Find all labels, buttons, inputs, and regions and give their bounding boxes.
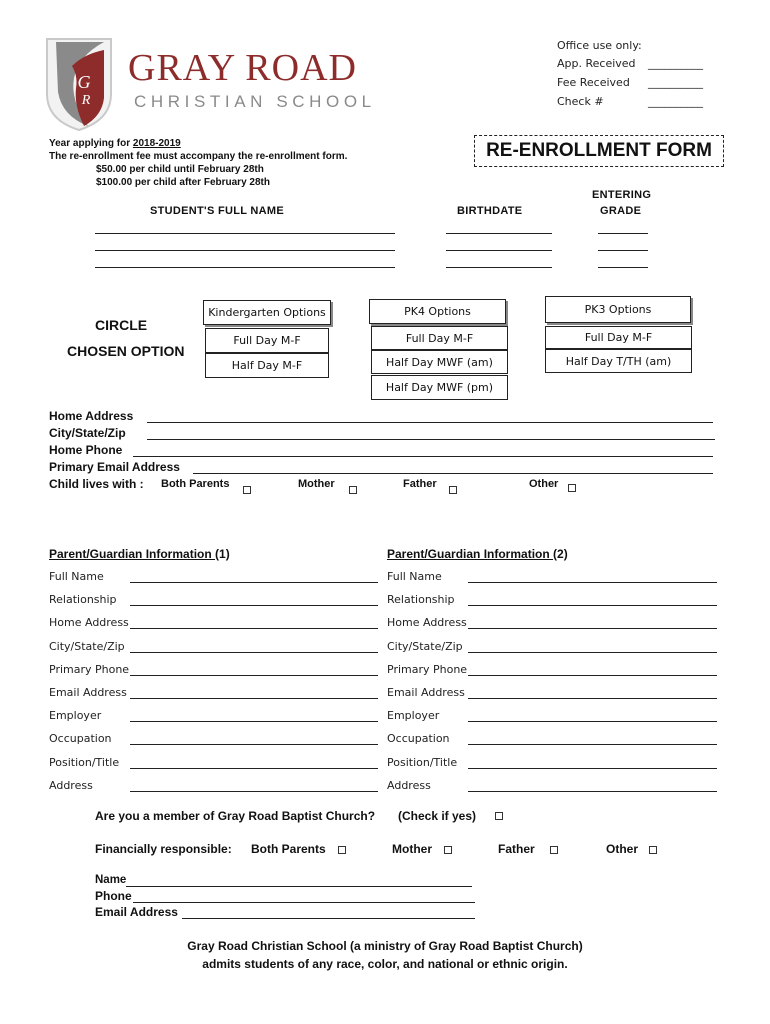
church-member-checkbox[interactable]: [495, 812, 503, 820]
guardian-2-field-label: Full Name: [387, 570, 442, 583]
primary-email-label: Primary Email Address: [49, 460, 180, 474]
guardian-2-field-line[interactable]: [468, 744, 717, 745]
guardian-2-field-line[interactable]: [468, 628, 717, 629]
office-app-received: App. Received: [557, 57, 636, 70]
guardian-1-field-label: Home Address: [49, 616, 129, 629]
contact-email-line[interactable]: [182, 918, 475, 919]
guardian-1-field-label: Full Name: [49, 570, 104, 583]
guardian-1-field-line[interactable]: [130, 791, 378, 792]
guardian-2-field-label: Relationship: [387, 593, 455, 606]
lives-other-checkbox[interactable]: [568, 484, 576, 492]
guardian-1-field-line[interactable]: [130, 675, 378, 676]
footer-line-2: admits students of any race, color, and national or ethnic origin.: [202, 957, 568, 971]
guardian-1-field-label: City/State/Zip: [49, 640, 125, 653]
guardian-1-field-label: Email Address: [49, 686, 127, 699]
office-check: Check #: [557, 95, 604, 108]
year-applying: [49, 138, 181, 149]
guardian-2-field-label: Occupation: [387, 732, 450, 745]
home-phone-line[interactable]: [133, 456, 713, 457]
guardian-2-field-line[interactable]: [468, 605, 717, 606]
child-lives-with-label: Child lives with :: [49, 477, 144, 491]
guardian-2-field-label: Address: [387, 779, 431, 792]
home-phone-label: Home Phone: [49, 443, 123, 457]
church-check-note: (Check if yes): [398, 809, 477, 823]
guardian-1-field-label: Employer: [49, 709, 102, 722]
fee-late: $100.00 per child after February 28th: [96, 177, 270, 188]
lives-other: Other: [529, 478, 559, 490]
birthdate-line-3[interactable]: [446, 267, 552, 268]
financial-father-checkbox[interactable]: [550, 846, 558, 854]
guardian-2-title: [387, 547, 568, 561]
pk4-half-day-am[interactable]: Half Day MWF (am): [371, 350, 508, 374]
svg-text:G: G: [77, 72, 91, 92]
primary-email-line[interactable]: [193, 473, 713, 474]
grade-line-1[interactable]: [598, 233, 648, 234]
lives-both-parents-checkbox[interactable]: [243, 486, 251, 494]
student-name-line-2[interactable]: [95, 250, 395, 251]
form-title: RE-ENROLLMENT FORM: [474, 135, 724, 167]
pk3-half-day[interactable]: Half Day T/TH (am): [545, 349, 692, 373]
guardian-2-field-label: Primary Phone: [387, 663, 468, 676]
guardian-2-title-text: Parent/Guardian Information: [387, 547, 554, 561]
financial-other: Other: [606, 842, 639, 856]
student-name-line-1[interactable]: [95, 233, 395, 234]
office-check-blank[interactable]: __________: [648, 95, 703, 108]
year-prefix: Year applying for: [49, 138, 133, 149]
guardian-1-field-line[interactable]: [130, 582, 378, 583]
guardian-2-field-label: City/State/Zip: [387, 640, 463, 653]
lives-mother: Mother: [298, 478, 335, 490]
home-address-line[interactable]: [147, 422, 713, 423]
city-state-zip-line[interactable]: [147, 439, 715, 440]
pk4-full-day[interactable]: Full Day M-F: [371, 326, 508, 350]
svg-text:R: R: [81, 93, 91, 108]
guardian-2-field-label: Position/Title: [387, 756, 458, 769]
lives-both-parents: Both Parents: [161, 478, 230, 490]
contact-phone-line[interactable]: [133, 902, 475, 903]
financial-both-checkbox[interactable]: [338, 846, 346, 854]
contact-name-line[interactable]: [126, 886, 472, 887]
guardian-2-field-line[interactable]: [468, 675, 717, 676]
birthdate-line-1[interactable]: [446, 233, 552, 234]
pk3-options-title: PK3 Options: [545, 296, 691, 323]
guardian-1-title: [49, 547, 230, 561]
guardian-1-field-label: Occupation: [49, 732, 112, 745]
col-grade-2: GRADE: [600, 205, 642, 217]
guardian-1-field-label: Position/Title: [49, 756, 120, 769]
student-name-line-3[interactable]: [95, 267, 395, 268]
birthdate-line-2[interactable]: [446, 250, 552, 251]
guardian-2-field-label: Home Address: [387, 616, 467, 629]
guardian-1-field-line[interactable]: [130, 605, 378, 606]
guardian-1-field-line[interactable]: [130, 768, 378, 769]
grade-line-3[interactable]: [598, 267, 648, 268]
guardian-2-field-label: Employer: [387, 709, 440, 722]
financial-other-checkbox[interactable]: [649, 846, 657, 854]
city-state-zip-label: City/State/Zip: [49, 426, 126, 440]
guardian-1-field-label: Relationship: [49, 593, 117, 606]
office-fee-received-blank[interactable]: __________: [648, 76, 703, 89]
guardian-2-field-line[interactable]: [468, 791, 717, 792]
office-title: Office use only:: [557, 39, 642, 52]
pk3-full-day[interactable]: Full Day M-F: [545, 326, 692, 349]
circle-label: CIRCLE: [95, 317, 148, 333]
guardian-1-field-label: Primary Phone: [49, 663, 130, 676]
guardian-2-field-line[interactable]: [468, 768, 717, 769]
grade-line-2[interactable]: [598, 250, 648, 251]
col-grade-1: ENTERING: [592, 189, 652, 201]
contact-name-label: Name: [95, 874, 127, 886]
chosen-option-label: CHOSEN OPTION: [67, 343, 185, 359]
col-student-name: STUDENT'S FULL NAME: [150, 205, 284, 217]
financial-mother-checkbox[interactable]: [444, 846, 452, 854]
guardian-1-number: (1): [215, 547, 230, 561]
guardian-2-field-line[interactable]: [468, 582, 717, 583]
home-address-label: Home Address: [49, 409, 134, 423]
guardian-1-field-line[interactable]: [130, 744, 378, 745]
office-fee-received: Fee Received: [557, 76, 630, 89]
guardian-1-field-line[interactable]: [130, 628, 378, 629]
guardian-2-field-label: Email Address: [387, 686, 465, 699]
financial-both-parents: Both Parents: [251, 842, 326, 856]
guardian-1-field-line[interactable]: [130, 698, 378, 699]
lives-mother-checkbox[interactable]: [349, 486, 357, 494]
kindergarten-options-title: Kindergarten Options: [203, 300, 331, 325]
lives-father: Father: [403, 478, 437, 490]
contact-email-label: Email Address: [95, 905, 178, 919]
guardian-2-field-line[interactable]: [468, 721, 717, 722]
fee-note: The re-enrollment fee must accompany the re-enrollment form.: [49, 151, 348, 162]
logo-name-bottom: CHRISTIAN SCHOOL: [134, 92, 376, 111]
office-app-received-blank[interactable]: __________: [648, 57, 703, 70]
footer-line-1: Gray Road Christian School (a ministry of Gray Road Baptist Church): [187, 939, 583, 953]
financial-label: Financially responsible:: [95, 842, 232, 856]
col-birthdate: BIRTHDATE: [457, 205, 523, 217]
contact-phone-label: Phone: [95, 889, 132, 903]
year-value: 2018-2019: [132, 138, 181, 149]
guardian-1-field-label: Address: [49, 779, 93, 792]
school-logo: [44, 36, 114, 132]
guardian-2-number: (2): [553, 547, 568, 561]
kindergarten-half-day[interactable]: Half Day M-F: [205, 353, 329, 378]
financial-father: Father: [498, 842, 535, 856]
church-question: Are you a member of Gray Road Baptist Church?: [95, 809, 376, 823]
guardian-2-field-line[interactable]: [468, 698, 717, 699]
guardian-1-field-line[interactable]: [130, 721, 378, 722]
guardian-1-field-line[interactable]: [130, 652, 378, 653]
shield-icon: [44, 36, 114, 132]
kindergarten-full-day[interactable]: Full Day M-F: [205, 328, 329, 353]
guardian-1-title-text: Parent/Guardian Information: [49, 547, 216, 561]
pk4-options-title: PK4 Options: [369, 299, 506, 324]
fee-early: $50.00 per child until February 28th: [96, 164, 264, 175]
guardian-2-field-line[interactable]: [468, 652, 717, 653]
lives-father-checkbox[interactable]: [449, 486, 457, 494]
logo-name-top: GRAY ROAD: [128, 47, 357, 89]
financial-mother: Mother: [392, 842, 432, 856]
pk4-half-day-pm[interactable]: Half Day MWF (pm): [371, 375, 508, 400]
